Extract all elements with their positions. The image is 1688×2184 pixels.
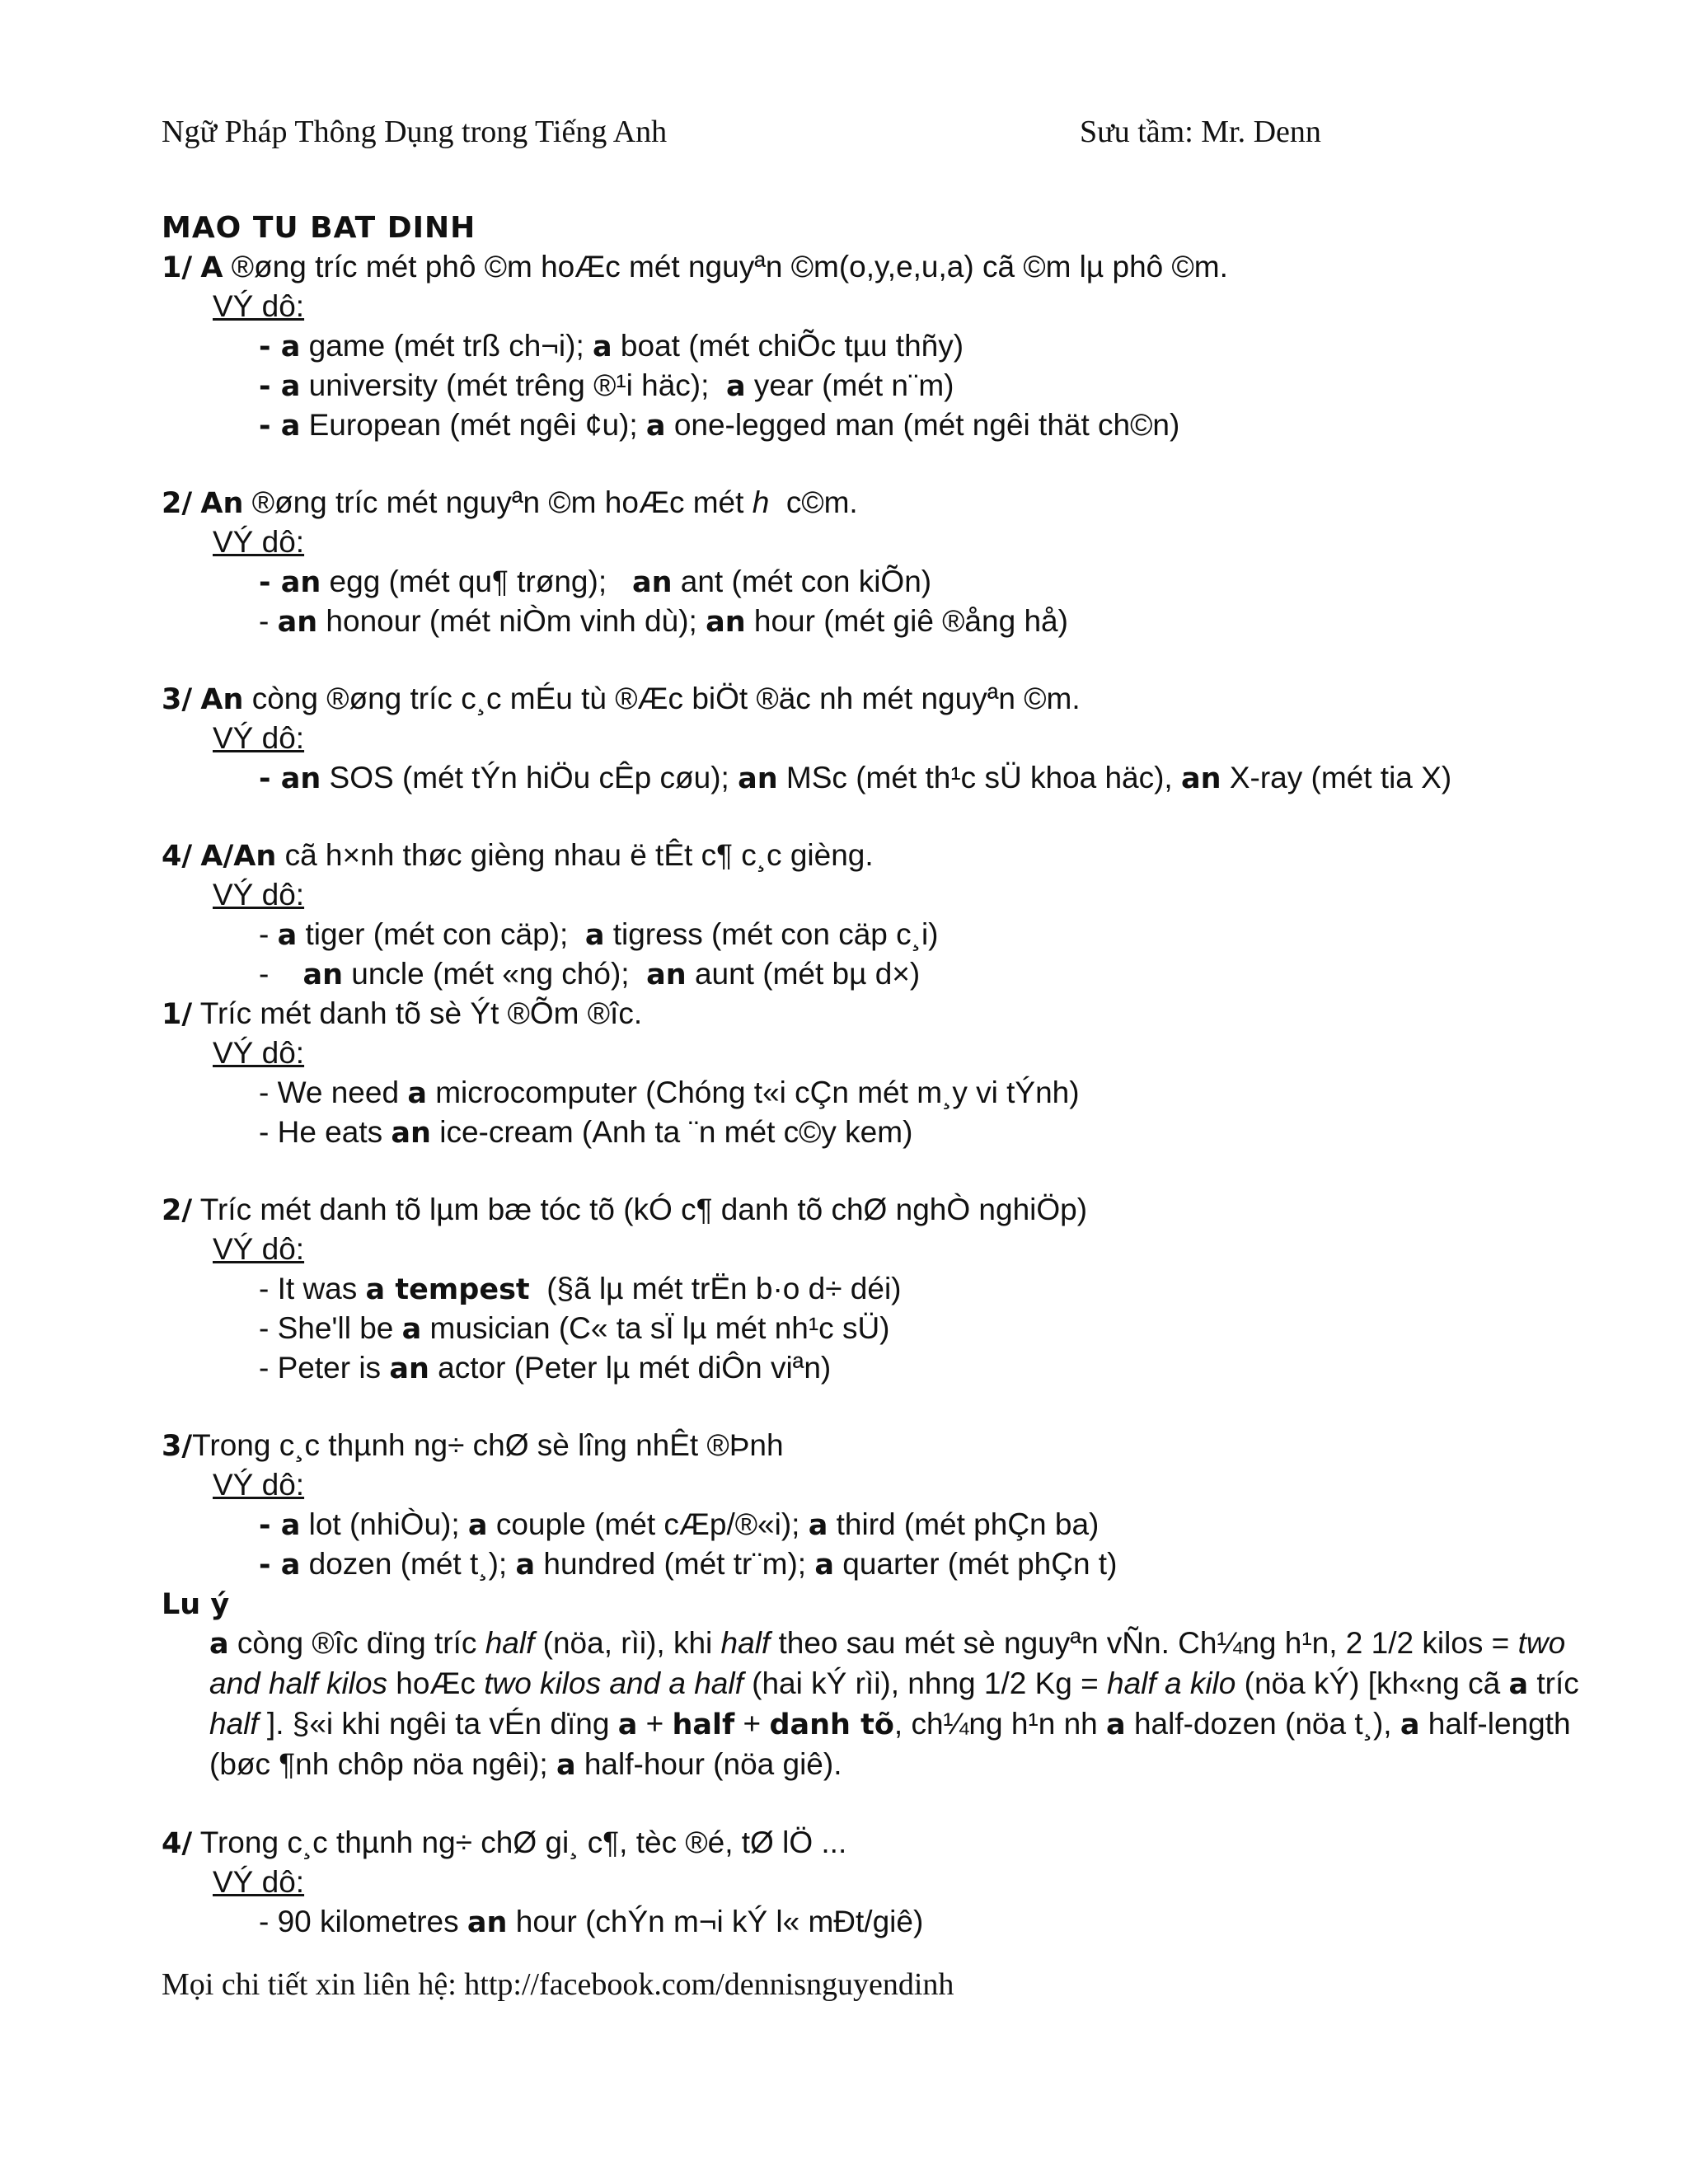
collector-credit: Sưu tầm: Mr. Denn <box>1080 115 1321 149</box>
example-label: VÝ dô: <box>213 721 305 755</box>
example-line: - a European (mét ngêi ¢u); a one-legged man (mét ngêi thät ch©n) <box>259 408 1180 443</box>
rule-1: 1/ A ®øng tríc mét phô ©m hoÆc mét nguyªn ©m(o,y,e,u,a) cã ©m lµ phô ©m. <box>162 250 1228 284</box>
rule-2: 2/ An ®øng tríc mét nguyªn ©m hoÆc mét h c©m. <box>162 485 858 520</box>
example-line: - a university (mét trêng ®¹i häc); a year (mét n¨m) <box>259 368 954 403</box>
rule-3: 3/ An còng ®øng tríc c¸c mÉu tù ®Æc biÖt ®äc nh mét nguyªn ©m. <box>162 682 1081 716</box>
example-label: VÝ dô: <box>213 289 305 323</box>
example-label: VÝ dô: <box>213 1232 305 1266</box>
usage-4: 4/ Trong c¸c thµnh ng÷ chØ gi¸ c¶, tèc ®é, tØ lÖ ... <box>162 1825 847 1860</box>
rule-4: 4/ A/An cã h×nh thøc gièng nhau ë tÊt c¶ c¸c gièng. <box>162 838 874 873</box>
document-body <box>162 208 1612 1942</box>
note-paragraph: a còng ®îc dïng tríc half (nöa, rìi), khi half theo sau mét sè nguyªn vÑn. Ch¼ng h¹n, 2 1/2 kilos = two and half kilos hoÆc two kilos and a half (hai kÝ rìi), nhng 1/2 Kg = half a kilo (nöa kÝ) [kh«ng cã a tríc half ]. §«i khi ngêi ta vÉn dïng a + half + danh tõ, ch¼ng h¹n nh a half-dozen (nöa t¸), a half-length (bøc ¶nh chôp nöa ngêi); a half-hour (nöa giê). <box>209 1626 1579 1782</box>
example-line: - an egg (mét qu¶ trøng); an ant (mét con kiÕn) <box>259 565 932 599</box>
usage-1: 1/ Tríc mét danh tõ sè Ýt ®Õm ®îc. <box>162 996 643 1031</box>
section-heading: MAO TU BAT DINH <box>162 211 476 245</box>
note-label: Lu ý <box>162 1588 230 1621</box>
example-label: VÝ dô: <box>213 525 305 559</box>
usage-2: 2/ Tríc mét danh tõ lµm bæ tóc tõ (kÓ c¶ danh tõ chØ nghÒ nghiÖp) <box>162 1193 1088 1227</box>
example-line: - a tiger (mét con cäp); a tigress (mét con cäp c¸i) <box>259 917 939 952</box>
example-line: - an uncle (mét «ng chó); an aunt (mét bµ d×) <box>259 957 921 991</box>
usage-3: 3/Trong c¸c thµnh ng÷ chØ sè lîng nhÊt ®Þnh <box>162 1428 784 1463</box>
example-line: - an honour (mét niÒm vinh dù); an hour (mét giê ®ång hå) <box>259 604 1068 639</box>
example-line: - an SOS (mét tÝn hiÖu cÊp cøu); an MSc (mét th¹c sÜ khoa häc), an X-ray (mét tia X) <box>259 761 1452 795</box>
example-line: - a dozen (mét t¸); a hundred (mét tr¨m); a quarter (mét phÇn t) <box>259 1547 1118 1582</box>
example-line: - She'll be a musician (C« ta sÏ lµ mét nh¹c sÜ) <box>259 1311 890 1346</box>
example-line: - 90 kilometres an hour (chÝn m¬i kÝ l« mÐt/giê) <box>259 1905 924 1939</box>
example-label: VÝ dô: <box>213 1036 305 1070</box>
example-line: - Peter is an actor (Peter lµ mét diÔn viªn) <box>259 1351 832 1385</box>
contact-footer: Mọi chi tiết xin liên hệ: http://facebook.com/dennisnguyendinh <box>162 1967 954 2002</box>
example-line: - a lot (nhiÒu); a couple (mét cÆp/®«i); a third (mét phÇn ba) <box>259 1507 1100 1542</box>
document-title: Ngữ Pháp Thông Dụng trong Tiếng Anh <box>162 115 668 149</box>
example-label: VÝ dô: <box>213 1865 305 1899</box>
example-line: - It was a tempest (§ã lµ mét trËn b·o d÷ déi) <box>259 1272 902 1306</box>
example-label: VÝ dô: <box>213 1468 305 1502</box>
example-line: - a game (mét trß ch¬i); a boat (mét chiÕc tµu thñy) <box>259 329 964 363</box>
example-label: VÝ dô: <box>213 878 305 912</box>
example-line: - He eats an ice-cream (Anh ta ¨n mét c©y kem) <box>259 1115 913 1150</box>
example-line: - We need a microcomputer (Chóng t«i cÇn mét m¸y vi tÝnh) <box>259 1076 1080 1110</box>
